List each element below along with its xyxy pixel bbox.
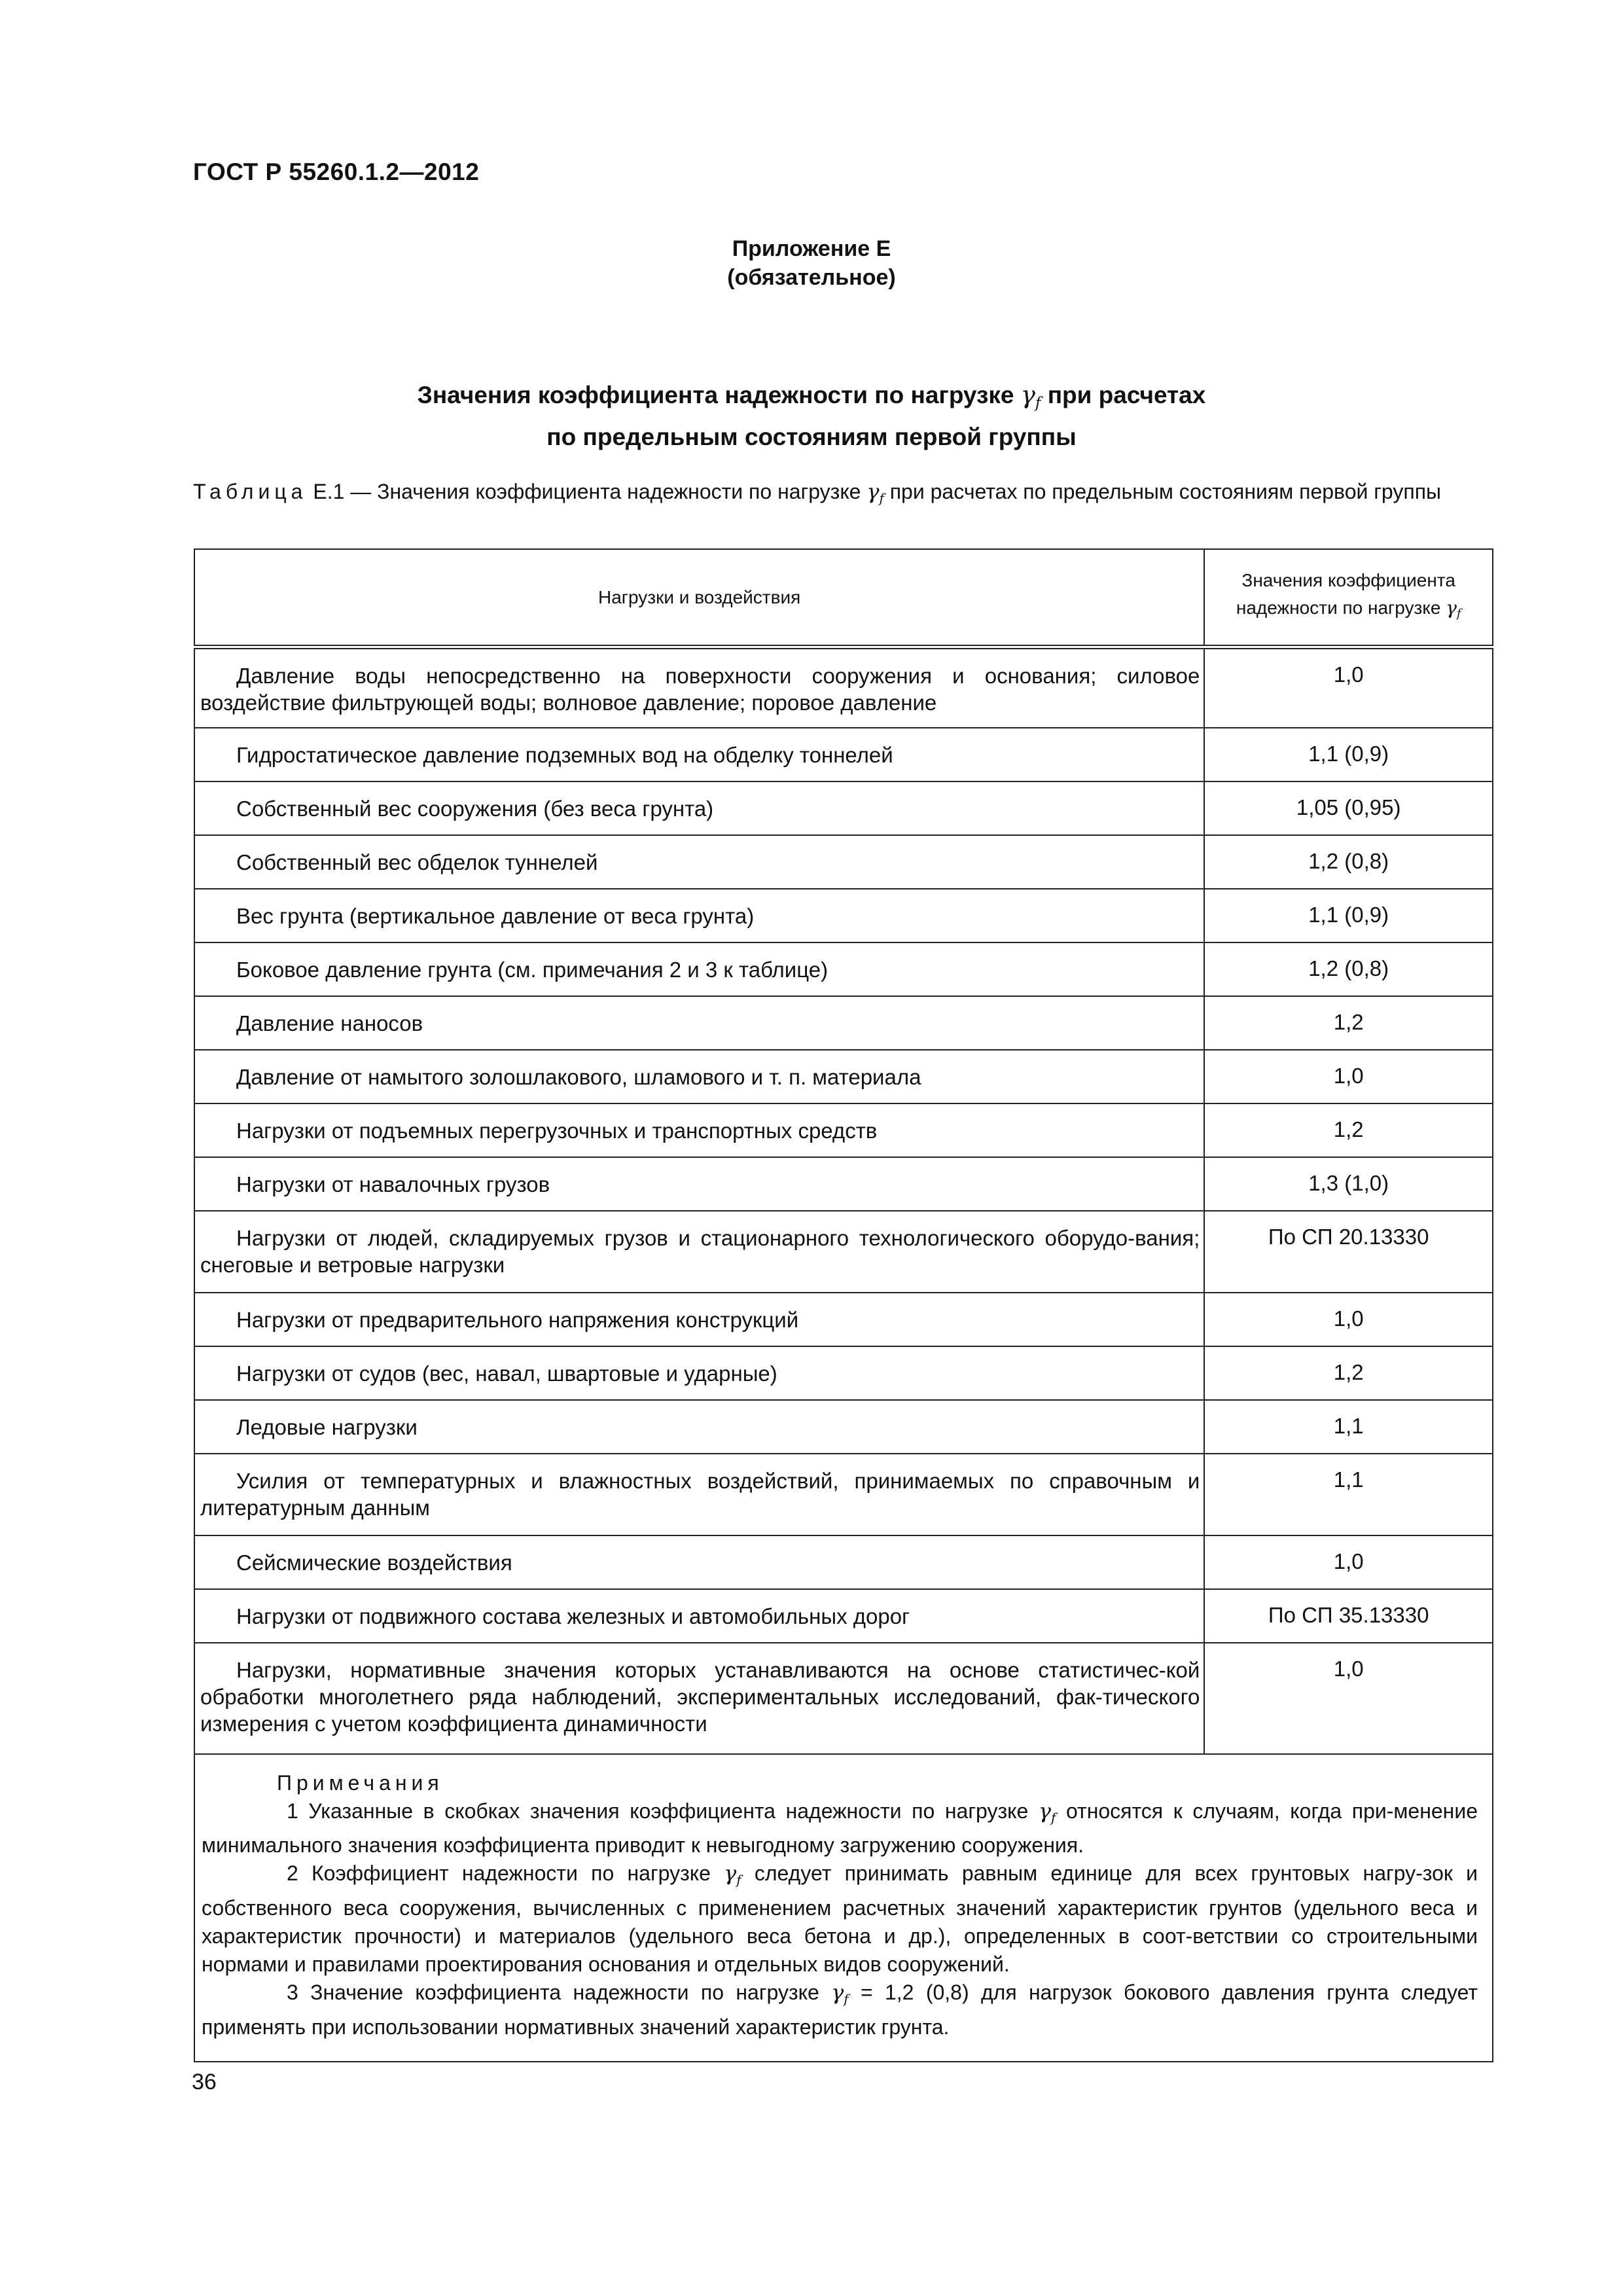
value-cell: 1,1 — [1204, 1454, 1493, 1535]
gamma-f-symbol: $\gamma_f$ — [1446, 596, 1461, 621]
table-row — [194, 1400, 1493, 1454]
table-row — [194, 1346, 1493, 1400]
value-cell: 1,05 (0,95) — [1204, 781, 1493, 835]
section-title-line1: Значения коэффициента надежности по нагрузке $\gamma_f$ при расчетах — [417, 381, 1206, 412]
gamma-f-symbol: $\gamma_f$ — [831, 1980, 849, 2007]
value-cell: 1,1 (0,9) — [1204, 728, 1493, 781]
note-1: 1 Указанные в скобках значения коэффициента надежности по нагрузке $\gamma_f$ относятся к случаям, когда при-менение минимального значения коэффициента приводит к невыгодному загружению сооружения. — [202, 1798, 1478, 1857]
gamma-f-symbol: $\gamma_f$ — [724, 1861, 741, 1888]
table-row — [194, 1293, 1493, 1346]
value-cell: 1,1 — [1204, 1400, 1493, 1454]
notes-cell — [194, 1754, 1493, 2062]
value-cell: 1,2 — [1204, 996, 1493, 1050]
gamma-f-symbol: $\gamma_f$ — [1020, 381, 1041, 412]
load-cell: Сейсмические воздействия — [194, 1535, 1204, 1589]
section-title — [0, 378, 1623, 454]
load-cell: Нагрузки от людей, складируемых грузов и стационарного технологического оборудо-вания; снеговые и ветровые нагрузки — [194, 1211, 1204, 1293]
table-row — [194, 1643, 1493, 1754]
load-cell: Гидростатическое давление подземных вод на обделку тоннелей — [194, 728, 1204, 781]
value-cell: 1,0 — [1204, 1535, 1493, 1589]
section-title-line2: по предельным состояниям первой группы — [546, 423, 1077, 450]
coefficients-table — [194, 548, 1493, 2062]
table-caption-label: Таблица — [193, 480, 308, 503]
appendix-title: Приложение Е — [732, 236, 891, 261]
load-cell: Нагрузки от судов (вес, навал, швартовые и ударные) — [194, 1346, 1204, 1400]
load-cell: Нагрузки от предварительного напряжения конструкций — [194, 1293, 1204, 1346]
load-cell: Нагрузки, нормативные значения которых устанавливаются на основе статистичес-кой обработки многолетнего ряда наблюдений, экспериментальных исследований, фак-тического измерения с учетом коэффициента динамичности — [194, 1643, 1204, 1754]
table-header-row — [194, 549, 1493, 647]
header-values: Значения коэффициента надежности по нагрузке $\gamma_f$ — [1204, 549, 1493, 647]
page-number: 36 — [192, 2070, 217, 2094]
load-cell: Нагрузки от подъемных перегрузочных и транспортных средств — [194, 1103, 1204, 1157]
table-row — [194, 1535, 1493, 1589]
table-row — [194, 1211, 1493, 1293]
header-loads: Нагрузки и воздействия — [194, 549, 1204, 647]
notes-row — [194, 1754, 1493, 2062]
table-row — [194, 781, 1493, 835]
value-cell: По СП 20.13330 — [1204, 1211, 1493, 1293]
value-cell: По СП 35.13330 — [1204, 1589, 1493, 1643]
table-row — [194, 1454, 1493, 1535]
gamma-f-symbol: $\gamma_f$ — [866, 479, 884, 506]
load-cell: Вес грунта (вертикальное давление от веса грунта) — [194, 889, 1204, 942]
load-cell: Собственный вес обделок туннелей — [194, 835, 1204, 889]
document-code: ГОСТ Р 55260.1.2—2012 — [193, 158, 480, 185]
table-row — [194, 728, 1493, 781]
load-cell: Боковое давление грунта (см. примечания 2 и 3 к таблице) — [194, 942, 1204, 996]
value-cell: 1,2 (0,8) — [1204, 835, 1493, 889]
table-row — [194, 1103, 1493, 1157]
appendix-status: (обязательное) — [727, 265, 896, 290]
value-cell: 1,0 — [1204, 1643, 1493, 1754]
table-row — [194, 1050, 1493, 1103]
table-row — [194, 647, 1493, 728]
value-cell: 1,2 — [1204, 1346, 1493, 1400]
note-3: 3 Значение коэффициента надежности по нагрузке $\gamma_f = 1,2$ (0,8) для нагрузок бокового давления грунта следует применять при использовании нормативных значений характеристик грунта. — [202, 1980, 1478, 2039]
table-row — [194, 1589, 1493, 1643]
load-cell: Давление наносов — [194, 996, 1204, 1050]
table-row — [194, 996, 1493, 1050]
load-cell: Нагрузки от подвижного состава железных и автомобильных дорог — [194, 1589, 1204, 1643]
table-row — [194, 889, 1493, 942]
table-row — [194, 835, 1493, 889]
note-2: 2 Коэффициент надежности по нагрузке $\gamma_f$ следует принимать равным единице для всех грунтовых нагру-зок и собственного веса сооружения, вычисленных с применением расчетных значений характеристик грунтов (удельного веса и характеристик прочности) и материалов (удельного веса бетона и др.), определенных в соот-ветствии со строительными нормами и правилами проектирования основания и отдельных видов сооружений. — [202, 1861, 1478, 1977]
load-cell: Давление от намытого золошлакового, шламового и т. п. материала — [194, 1050, 1204, 1103]
table-row — [194, 1157, 1493, 1211]
load-cell: Нагрузки от навалочных грузов — [194, 1157, 1204, 1211]
value-cell: 1,0 — [1204, 1050, 1493, 1103]
notes-heading: Примечания — [277, 1770, 444, 1795]
value-cell: 1,0 — [1204, 647, 1493, 728]
gamma-f-symbol: $\gamma_f$ — [1038, 1798, 1056, 1825]
value-cell: 1,2 (0,8) — [1204, 942, 1493, 996]
load-cell: Ледовые нагрузки — [194, 1400, 1204, 1454]
table-caption: Таблица Е.1 — Значения коэффициента надежности по нагрузке $\gamma_f$ при расчетах по предельным состояниям первой группы — [193, 479, 1442, 506]
load-cell: Собственный вес сооружения (без веса грунта) — [194, 781, 1204, 835]
load-cell: Давление воды непосредственно на поверхности сооружения и основания; силовое воздействие фильтрующей воды; волновое давление; поровое давление — [194, 647, 1204, 728]
value-cell: 1,2 — [1204, 1103, 1493, 1157]
load-cell: Усилия от температурных и влажностных воздействий, принимаемых по справочным и литературным данным — [194, 1454, 1204, 1535]
appendix-heading — [0, 234, 1623, 292]
value-cell: 1,3 (1,0) — [1204, 1157, 1493, 1211]
table-row — [194, 942, 1493, 996]
value-cell: 1,0 — [1204, 1293, 1493, 1346]
value-cell: 1,1 (0,9) — [1204, 889, 1493, 942]
